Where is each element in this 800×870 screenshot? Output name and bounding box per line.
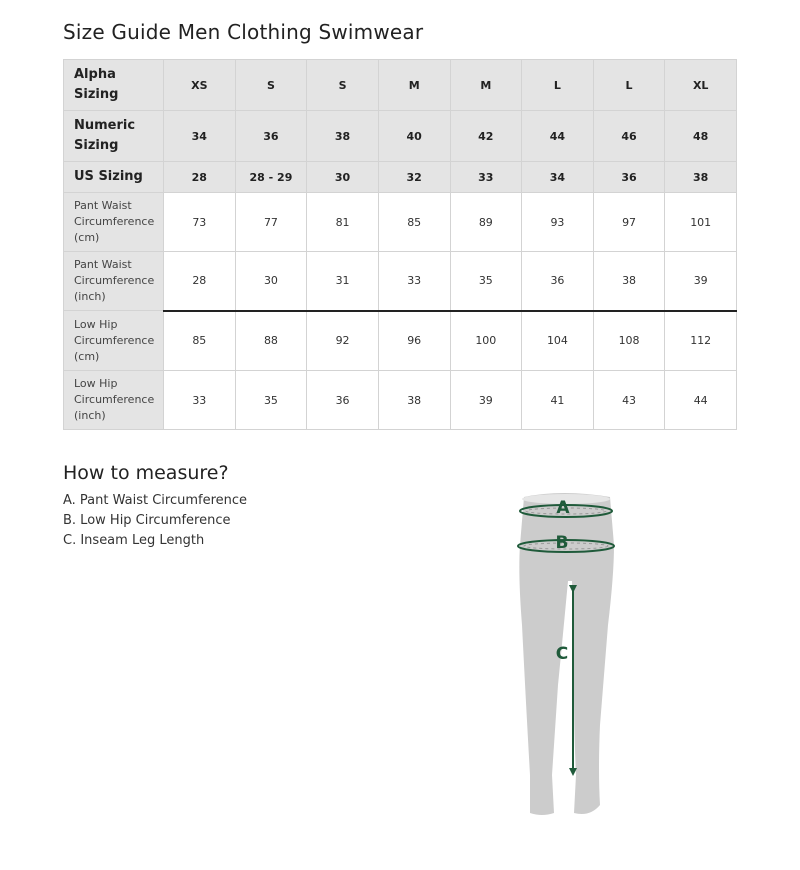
table-cell: 85: [164, 311, 236, 371]
table-cell: M: [378, 60, 450, 111]
table-cell: 81: [307, 193, 379, 252]
table-cell: 43: [593, 371, 665, 430]
table-cell: S: [307, 60, 379, 111]
table-cell: 36: [522, 252, 594, 311]
table-cell: 44: [665, 371, 737, 430]
table-cell: M: [450, 60, 522, 111]
table-cell: 38: [593, 252, 665, 311]
table-row-pant-waist-cm: [64, 193, 737, 252]
table-cell: 93: [522, 193, 594, 252]
label-c: C: [555, 644, 569, 664]
measure-step-b: B. Low Hip Circumference: [63, 513, 231, 528]
table-cell: 34: [522, 162, 594, 193]
table-cell: 92: [307, 311, 379, 371]
table-cell: 32: [378, 162, 450, 193]
table-cell: 30: [307, 162, 379, 193]
measure-step-c: C. Inseam Leg Length: [63, 533, 205, 548]
table-cell: 28: [164, 252, 236, 311]
table-cell: 39: [665, 252, 737, 311]
table-cell: 36: [307, 371, 379, 430]
table-cell: 73: [164, 193, 236, 252]
table-cell: 39: [450, 371, 522, 430]
table-cell: 28: [164, 162, 236, 193]
table-row-pant-waist-inch: [64, 252, 737, 311]
table-row-us-sizing: [64, 162, 737, 193]
pants-measurement-illustration: [500, 485, 640, 825]
table-cell: 97: [593, 193, 665, 252]
table-cell: XS: [164, 60, 236, 111]
row-header: Low Hip Circumference (inch): [64, 371, 164, 430]
row-header: Pant Waist Circumference (cm): [64, 193, 164, 252]
row-header: Numeric Sizing: [64, 111, 164, 162]
row-header: Low Hip Circumference (cm): [64, 311, 164, 371]
table-row-alpha-sizing: [64, 60, 737, 111]
table-cell: 41: [522, 371, 594, 430]
table-cell: 101: [665, 193, 737, 252]
row-header: Alpha Sizing: [64, 60, 164, 111]
row-header: US Sizing: [64, 162, 164, 193]
measure-step-a: A. Pant Waist Circumference: [63, 493, 248, 508]
table-cell: 77: [235, 193, 307, 252]
table-cell: 40: [378, 111, 450, 162]
table-cell: 48: [665, 111, 737, 162]
row-header: Pant Waist Circumference (inch): [64, 252, 164, 311]
table-cell: 30: [235, 252, 307, 311]
table-cell: 108: [593, 311, 665, 371]
table-cell: 38: [665, 162, 737, 193]
table-cell: 46: [593, 111, 665, 162]
table-cell: 38: [307, 111, 379, 162]
table-cell: 44: [522, 111, 594, 162]
table-cell: XL: [665, 60, 737, 111]
table-cell: 100: [450, 311, 522, 371]
label-a: A: [556, 498, 570, 518]
page-title: Size Guide Men Clothing Swimwear: [63, 20, 424, 44]
size-table: [63, 59, 737, 430]
table-cell: 36: [593, 162, 665, 193]
table-cell: 35: [450, 252, 522, 311]
table-cell: 36: [235, 111, 307, 162]
table-cell: L: [593, 60, 665, 111]
label-b: B: [555, 533, 569, 553]
table-cell: 85: [378, 193, 450, 252]
table-cell: 38: [378, 371, 450, 430]
table-row-low-hip-inch: [64, 371, 737, 430]
table-cell: 42: [450, 111, 522, 162]
table-cell: 33: [378, 252, 450, 311]
table-cell: L: [522, 60, 594, 111]
table-cell: 89: [450, 193, 522, 252]
table-cell: S: [235, 60, 307, 111]
table-cell: 33: [450, 162, 522, 193]
table-cell: 34: [164, 111, 236, 162]
measure-heading: How to measure?: [63, 462, 229, 484]
measure-steps: [63, 491, 247, 551]
table-cell: 112: [665, 311, 737, 371]
table-cell: 88: [235, 311, 307, 371]
table-row-numeric-sizing: [64, 111, 737, 162]
table-cell: 104: [522, 311, 594, 371]
table-cell: 28 - 29: [235, 162, 307, 193]
table-cell: 96: [378, 311, 450, 371]
table-row-low-hip-cm: [64, 311, 737, 371]
table-cell: 31: [307, 252, 379, 311]
table-cell: 35: [235, 371, 307, 430]
table-cell: 33: [164, 371, 236, 430]
